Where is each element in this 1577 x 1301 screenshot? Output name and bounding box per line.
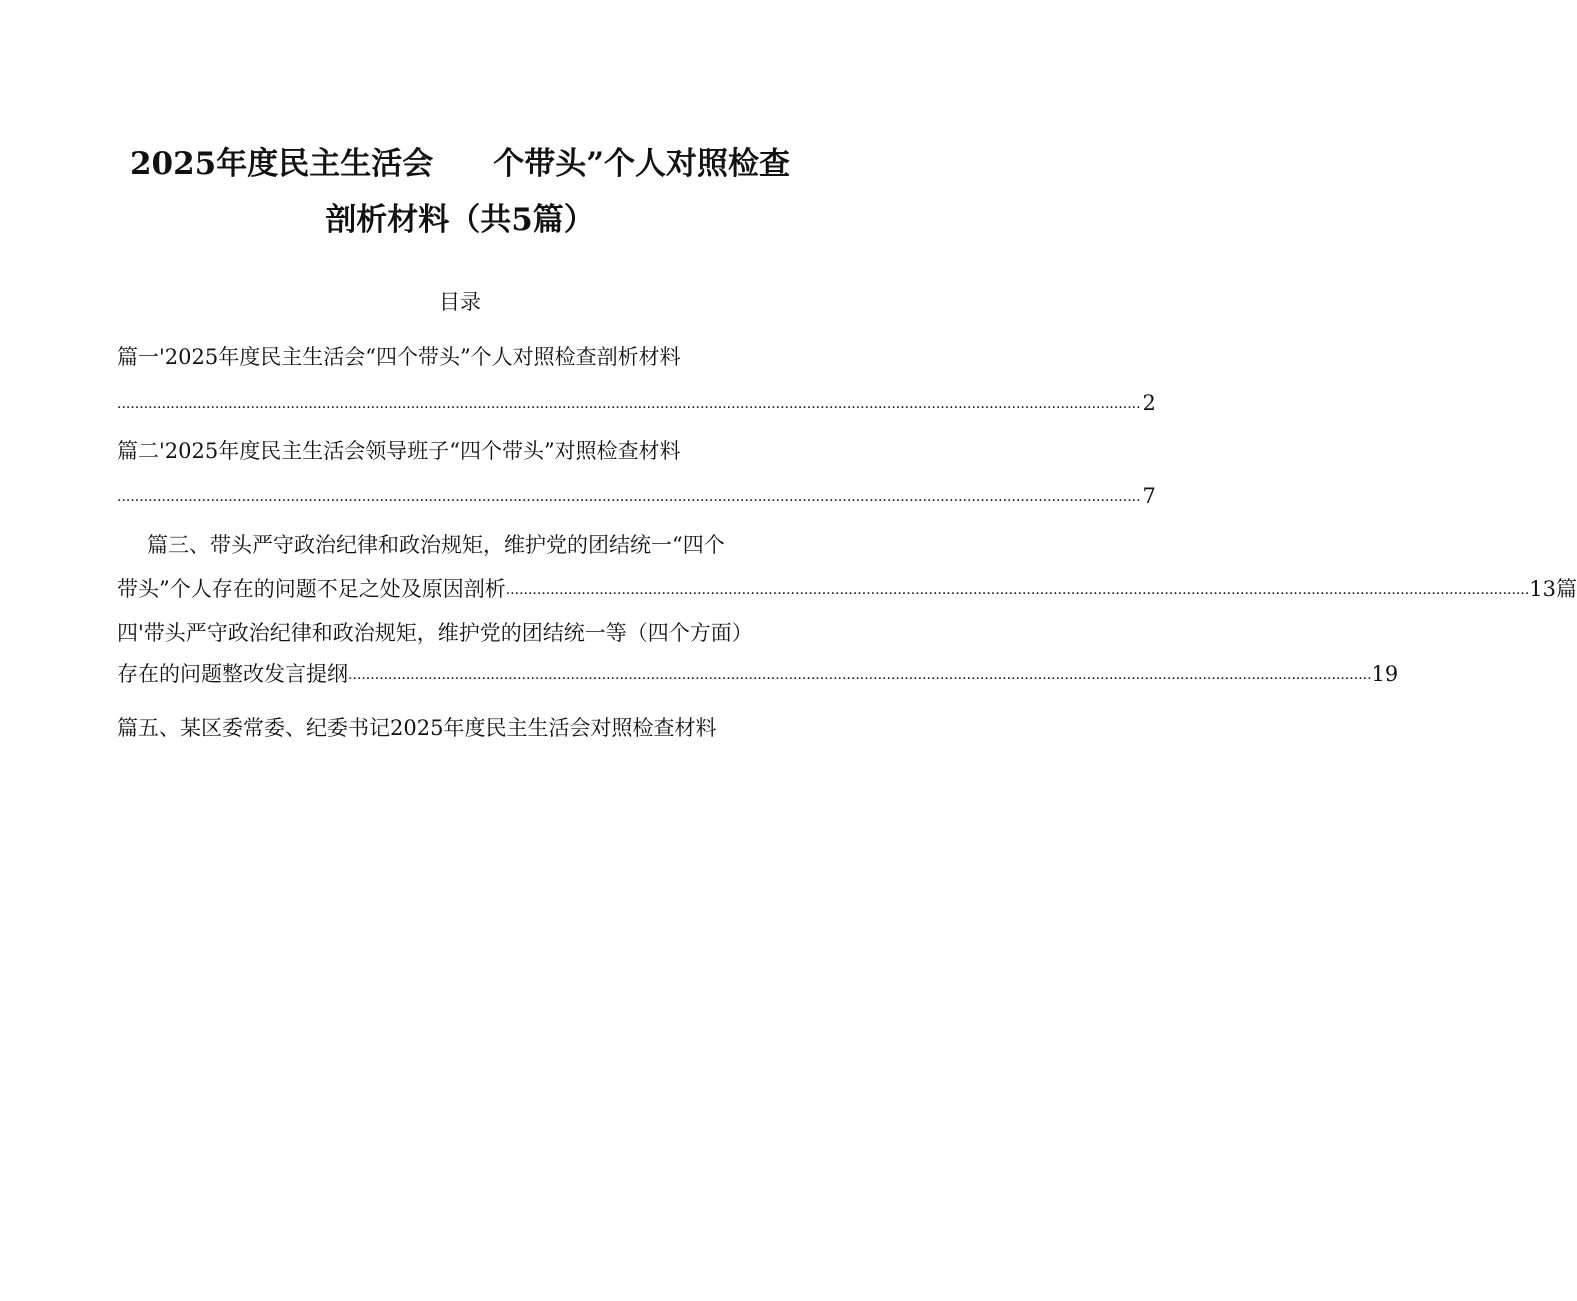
title-part-b: 个带头”个人对照检查 (493, 146, 791, 182)
toc-entry-4-leader[interactable] (117, 660, 1399, 688)
toc-entry-4-text-line-1[interactable]: 四'带头严守政治纪律和政治规矩，维护党的团结统一等（四个方面） (117, 621, 753, 645)
dot-leader: ...................................................................................................................................................................................................................................... (117, 396, 1141, 412)
toc-entry-5-text[interactable]: 篇五、某区委常委、纪委书记2025年度民主生活会对照检查材料 (117, 716, 717, 740)
toc-entry-3-page: 13篇 (1529, 577, 1577, 601)
toc-entry-3-leader[interactable] (117, 575, 1577, 603)
toc-entry-1-text[interactable]: 篇一'2025年度民主生活会“四个带头”个人对照检查剖析材料 (117, 345, 681, 369)
dot-leader: ...................................................................................................................................................................................................................................... (348, 667, 1372, 683)
toc-entry-1-page: 2 (1142, 391, 1156, 415)
toc-entry-3-text-line-1[interactable]: 篇三、带头严守政治纪律和政治规矩，维护党的团结统一“四个 (147, 533, 725, 557)
document-title-line-1 (0, 138, 920, 183)
toc-entry-1-leader[interactable] (117, 389, 1156, 417)
dot-leader: ...................................................................................................................................................................................................................................... (505, 582, 1530, 598)
toc-entry-2-leader[interactable] (117, 482, 1156, 510)
document-title-line-2: 剖析材料（共5篇） (325, 202, 595, 238)
dot-leader: ...................................................................................................................................................................................................................................... (117, 489, 1141, 505)
toc-entry-4-page: 19 (1371, 662, 1399, 686)
toc-entry-3-text-line-2: 带头”个人存在的问题不足之处及原因剖析 (117, 577, 506, 601)
toc-entry-4-text-line-2: 存在的问题整改发言提纲 (117, 662, 348, 686)
toc-entry-2-text[interactable]: 篇二'2025年度民主生活会领导班子“四个带头”对照检查材料 (117, 439, 681, 463)
toc-heading: 目录 (439, 290, 481, 314)
toc-entry-2-page: 7 (1142, 484, 1156, 508)
title-part-a: 2025年度民主生活会 (129, 146, 434, 182)
